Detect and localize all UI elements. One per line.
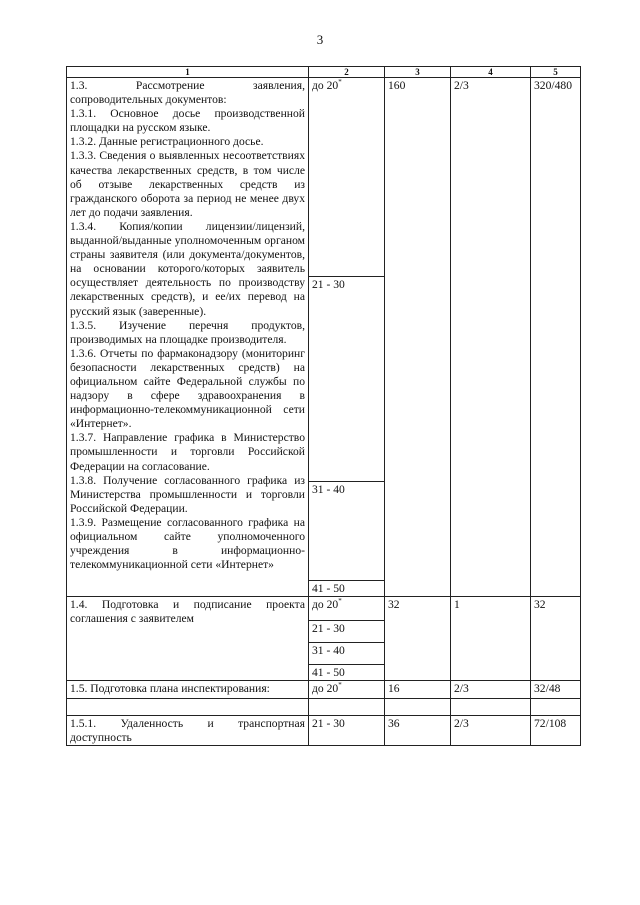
header-col-4: 4 [451, 67, 531, 78]
range-cell: 21 - 30 [309, 716, 385, 746]
item-1-3-8: 1.3.8. Получение согласованного графика из Министерства промышленности и торговли Российской Федерации. [70, 473, 305, 515]
range-cell: до 20* [309, 681, 385, 699]
value-col-3: 160 [385, 78, 451, 597]
value-col-3: 32 [385, 597, 451, 681]
row-1-4-description: 1.4. Подготовка и подписание проекта соглашения с заявителем [67, 597, 309, 681]
value-col-5: 32/48 [531, 681, 581, 699]
range-cell: 41 - 50 [309, 665, 385, 681]
value-col-4: 2/3 [451, 681, 531, 699]
item-1-3-6: 1.3.6. Отчеты по фармаконадзору (мониторинг безопасности лекарственных средств) на официальном сайте Федеральной службы по надзору в сфере здравоохранения в информационно-телекоммуникационной сети «Интернет». [70, 346, 305, 431]
value-col-3: 16 [385, 681, 451, 699]
range-cell: до 20* [309, 597, 385, 621]
range-cell: 41 - 50 [309, 581, 385, 597]
value-col-3: 36 [385, 716, 451, 746]
item-1-3-4: 1.3.4. Копия/копии лицензии/лицензий, выданной/выданные уполномоченным органом страны заявителя (или документа/документов, на основании которого/которых заявитель осуществляет деятельность по производству лекарственных средств), и ее/их перевод на русский язык (заверенные). [70, 219, 305, 318]
table-header-row [67, 67, 581, 78]
value-col-4: 2/3 [451, 78, 531, 597]
table-row [67, 681, 581, 699]
range-cell: 31 - 40 [309, 482, 385, 581]
item-1-3: 1.3. Рассмотрение заявления, сопроводительных документов: [70, 79, 305, 107]
range-cell: 21 - 30 [309, 621, 385, 643]
value-col-5: 72/108 [531, 716, 581, 746]
item-1-3-7: 1.3.7. Направление графика в Министерство промышленности и торговли Российской Федерации на согласование. [70, 431, 305, 473]
value-col-5: 32 [531, 597, 581, 681]
spacer-row [67, 699, 581, 716]
item-1-3-5: 1.3.5. Изучение перечня продуктов, производимых на площадке производителя. [70, 318, 305, 346]
item-1-3-9: 1.3.9. Размещение согласованного графика на официальном сайте уполномоченного учреждения в информационно-телекоммуникационной сети «Интернет» [70, 515, 305, 572]
header-col-1: 1 [67, 67, 309, 78]
value-col-5: 320/480 [531, 78, 581, 597]
row-1-5-description: 1.5. Подготовка плана инспектирования: [67, 681, 309, 699]
table-row [67, 78, 581, 277]
row-1-3-description [67, 78, 309, 597]
header-col-3: 3 [385, 67, 451, 78]
value-col-4: 1 [451, 597, 531, 681]
cost-table [66, 66, 581, 746]
header-col-2: 2 [309, 67, 385, 78]
item-1-3-1: 1.3.1. Основное досье производственной площадки на русском языке. [70, 107, 305, 135]
table-row [67, 597, 581, 621]
item-1-3-2: 1.3.2. Данные регистрационного досье. [70, 135, 264, 149]
item-1-3-3: 1.3.3. Сведения о выявленных несоответствиях качества лекарственных средств, в том числе об отзыве лекарственных средств из гражданского оборота за период не менее двух лет до подачи заявления. [70, 149, 305, 219]
range-cell: 31 - 40 [309, 643, 385, 665]
range-cell: 21 - 30 [309, 277, 385, 482]
header-col-5: 5 [531, 67, 581, 78]
value-col-4: 2/3 [451, 716, 531, 746]
range-cell: до 20* [309, 78, 385, 277]
row-1-5-1-description: 1.5.1. Удаленность и транспортная доступность [67, 716, 309, 746]
page-number: 3 [316, 32, 324, 47]
table-row [67, 716, 581, 746]
